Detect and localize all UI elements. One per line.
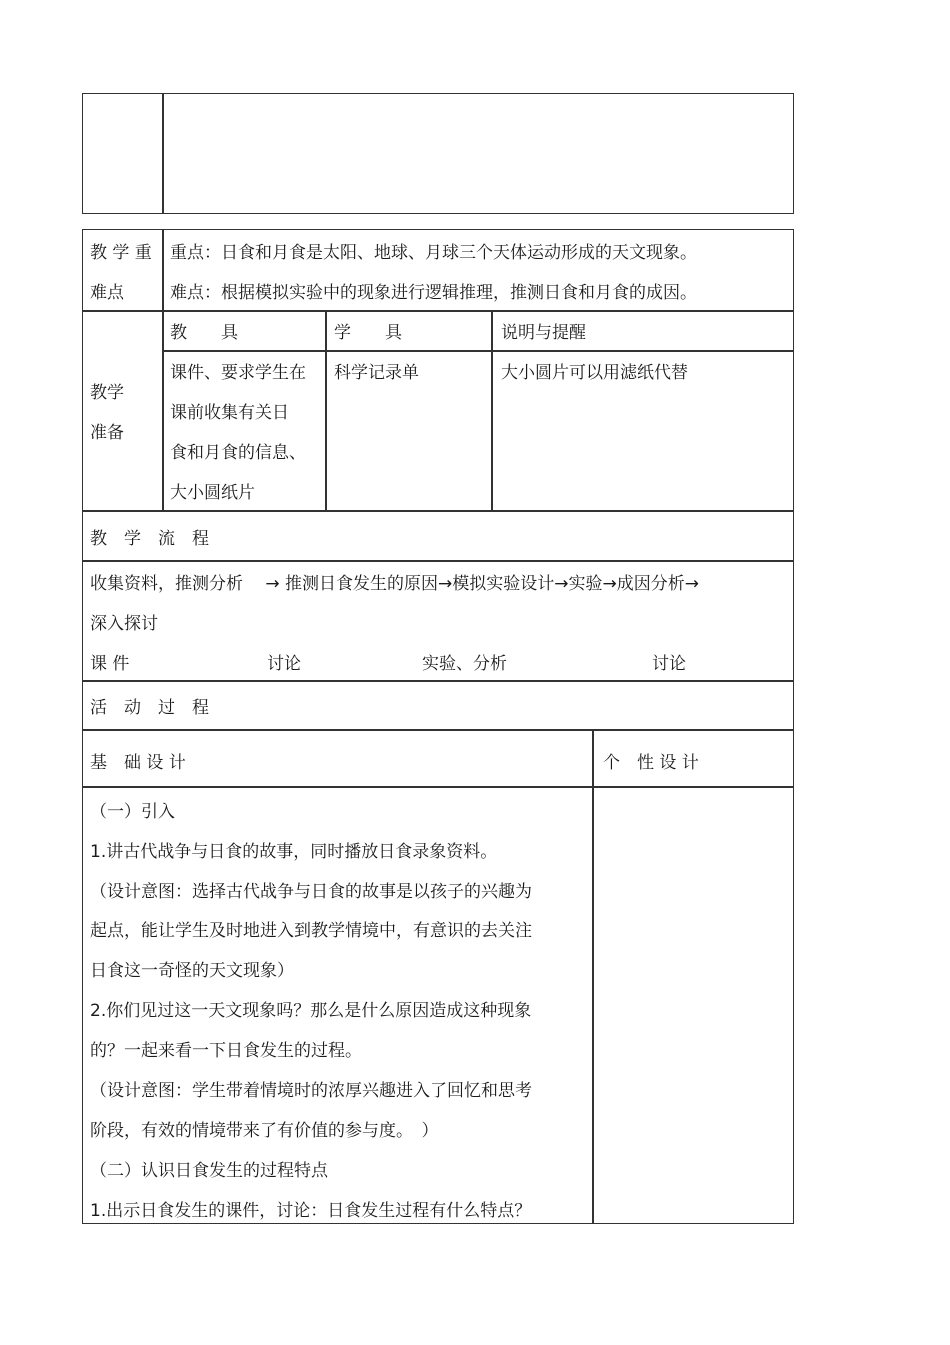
activity-line: 的？一起来看一下日食发生的过程。 bbox=[90, 1041, 362, 1061]
activity-line: 1.讲古代战争与日食的故事，同时播放日食录象资料。 bbox=[90, 842, 498, 862]
top-table-divider bbox=[162, 93, 164, 214]
teacher-tools-line: 课前收集有关日 bbox=[170, 403, 289, 423]
student-tools-text: 科学记录单 bbox=[334, 363, 419, 383]
flow-stage-label: 课 件 bbox=[90, 654, 130, 674]
personal-design-header: 个 性 设 计 bbox=[603, 753, 699, 773]
flow-line-2: 深入探讨 bbox=[90, 614, 158, 634]
col-divider bbox=[325, 310, 327, 511]
row-divider bbox=[82, 510, 794, 512]
row-divider bbox=[82, 310, 794, 312]
flow-stage-label: 讨论 bbox=[652, 654, 686, 674]
col-divider bbox=[491, 310, 493, 511]
row-divider bbox=[82, 786, 794, 788]
key-point-text: 重点：日食和月食是太阳、地球、月球三个天体运动形成的天文现象。 bbox=[170, 243, 697, 263]
row-divider bbox=[82, 560, 794, 562]
prep-label-2: 准备 bbox=[90, 423, 124, 443]
row-divider bbox=[162, 350, 794, 352]
hard-point-text: 难点：根据模拟实验中的现象进行逻辑推理，推测日食和月食的成因。 bbox=[170, 283, 697, 303]
difficulty-label-1: 教 学 重 bbox=[90, 243, 152, 263]
header-student-tools: 学 具 bbox=[334, 323, 402, 343]
teacher-tools-line: 大小圆纸片 bbox=[170, 483, 255, 503]
col-divider bbox=[162, 229, 164, 511]
activity-line: 日食这一奇怪的天文现象） bbox=[90, 961, 294, 981]
teacher-tools-line: 食和月食的信息、 bbox=[170, 443, 306, 463]
difficulty-label-2: 难点 bbox=[90, 283, 124, 303]
flow-stage-label: 讨论 bbox=[267, 654, 301, 674]
row-divider bbox=[82, 729, 794, 731]
row-divider bbox=[82, 680, 794, 682]
header-teacher-tools: 教 具 bbox=[170, 323, 238, 343]
notes-text: 大小圆片可以用滤纸代替 bbox=[501, 363, 688, 383]
top-table bbox=[82, 93, 794, 214]
activity-line: 阶段，有效的情境带来了有价值的参与度。 ） bbox=[90, 1121, 439, 1141]
flow-line-1: 收集资料，推测分析 → 推测日食发生的原因→模拟实验设计→实验→成因分析→ bbox=[90, 574, 700, 594]
col-divider bbox=[592, 729, 594, 1224]
activity-line: 1.出示日食发生的课件，讨论：日食发生过程有什么特点？ bbox=[90, 1201, 532, 1221]
teacher-tools-line: 课件、要求学生在 bbox=[170, 363, 306, 383]
activity-line: 起点，能让学生及时地进入到教学情境中，有意识的去关注 bbox=[90, 921, 532, 941]
activity-line: 2.你们见过这一天文现象吗？那么是什么原因造成这种现象 bbox=[90, 1001, 532, 1021]
activity-title: 活 动 过 程 bbox=[90, 698, 209, 718]
flow-stage-label: 实验、分析 bbox=[422, 654, 507, 674]
activity-line: （二）认识日食发生的过程特点 bbox=[90, 1161, 328, 1181]
header-notes: 说明与提醒 bbox=[501, 323, 586, 343]
prep-label-1: 教学 bbox=[90, 383, 124, 403]
basic-design-header: 基 础 设 计 bbox=[90, 753, 186, 773]
flow-title: 教 学 流 程 bbox=[90, 529, 209, 549]
activity-line: （一）引入 bbox=[90, 802, 175, 822]
activity-line: （设计意图：学生带着情境时的浓厚兴趣进入了回忆和思考 bbox=[90, 1081, 532, 1101]
activity-line: （设计意图：选择古代战争与日食的故事是以孩子的兴趣为 bbox=[90, 882, 532, 902]
